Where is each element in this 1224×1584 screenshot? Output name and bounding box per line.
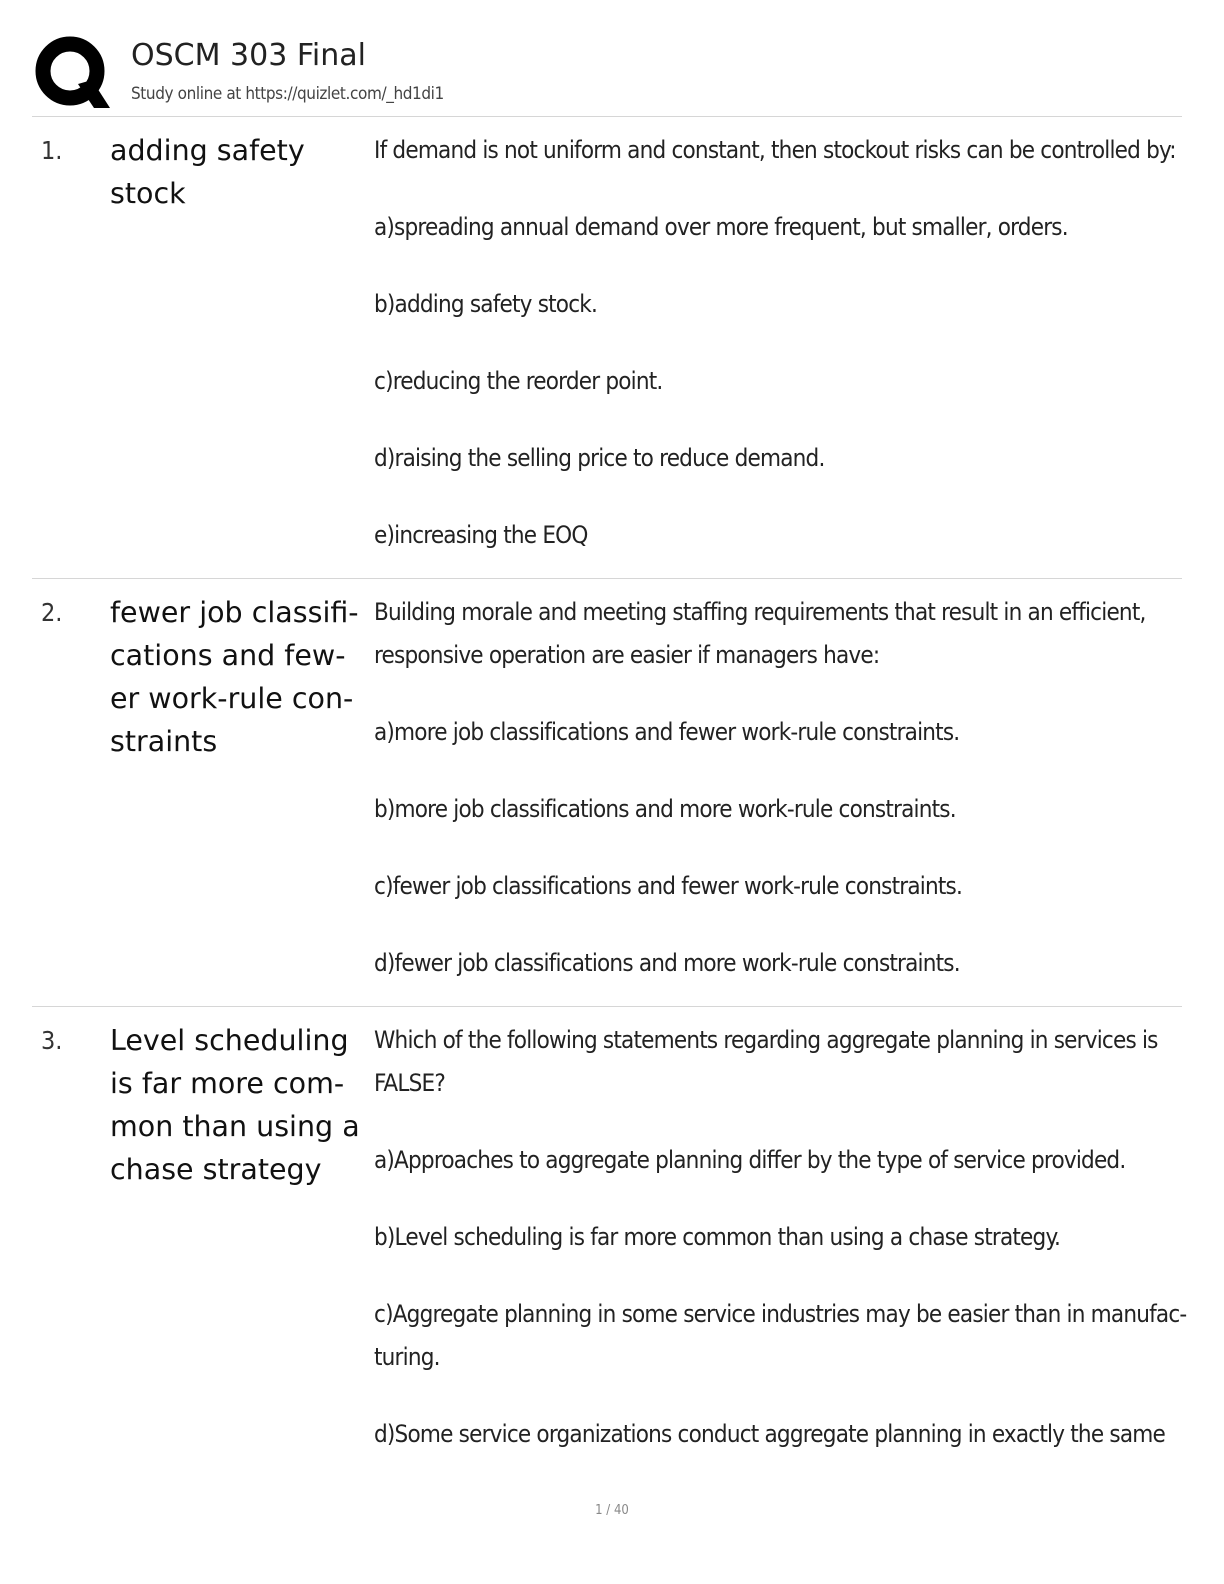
question-line: Building morale and meeting staffing requirements that result in an efficient,: [374, 598, 1146, 626]
card-number: 1.: [41, 136, 63, 165]
term-line: chase strategy: [110, 1153, 322, 1186]
study-online-link[interactable]: Study online at https://quizlet.com/_hd1di1: [131, 84, 444, 104]
answer-option: c)fewer job classifications and fewer work-rule constraints.: [374, 872, 963, 900]
question-line: Which of the following statements regarding aggregate planning in services is: [374, 1026, 1158, 1054]
term-line: stock: [110, 177, 186, 210]
question-line: If demand is not uniform and constant, then stockout risks can be controlled by:: [374, 136, 1176, 164]
term-line: Level scheduling: [110, 1024, 349, 1057]
term-line: mon than using a: [110, 1110, 360, 1143]
answer-option: c)reducing the reorder point.: [374, 367, 663, 395]
term-line: straints: [110, 725, 218, 758]
term-line: adding safety: [110, 134, 305, 167]
answer-option: d)raising the selling price to reduce demand.: [374, 444, 825, 472]
answer-option: b)Level scheduling is far more common than using a chase strategy.: [374, 1223, 1061, 1251]
answer-option: d)Some service organizations conduct aggregate planning in exactly the same: [374, 1420, 1165, 1448]
term-line: er work-rule con-: [110, 682, 354, 715]
term-line: is far more com-: [110, 1067, 345, 1100]
page-title: OSCM 303 Final: [131, 38, 366, 73]
page-header: [32, 30, 1182, 114]
card-term: [110, 591, 372, 763]
card-number: 2.: [41, 598, 63, 627]
answer-option: d)fewer job classifications and more work-rule constraints.: [374, 949, 960, 977]
card-term: [110, 1019, 372, 1191]
card-definition: [374, 1019, 1187, 1456]
card-number: 3.: [41, 1026, 63, 1055]
answer-option: b)more job classifications and more work-rule constraints.: [374, 795, 956, 823]
question-line: FALSE?: [374, 1069, 446, 1097]
term-line: fewer job classifi-: [110, 596, 359, 629]
answer-option: c)Aggregate planning in some service industries may be easier than in manufac-: [374, 1300, 1187, 1328]
answer-option: b)adding safety stock.: [374, 290, 598, 318]
answer-option: a)Approaches to aggregate planning differ by the type of service provided.: [374, 1146, 1126, 1174]
answer-option: a)spreading annual demand over more frequent, but smaller, orders.: [374, 213, 1068, 241]
card-divider: [32, 1006, 1182, 1007]
page-number: 1 / 40: [595, 1503, 629, 1518]
answer-option-continued: turing.: [374, 1343, 440, 1371]
answer-option: e)increasing the EOQ: [374, 521, 588, 549]
card-term: [110, 129, 372, 215]
header-divider: [32, 116, 1182, 117]
card-divider: [32, 578, 1182, 579]
term-line: cations and few-: [110, 639, 346, 672]
question-line: responsive operation are easier if managers have:: [374, 641, 880, 669]
quizlet-logo-icon: [34, 34, 110, 110]
card-definition: [374, 591, 1182, 985]
answer-option: a)more job classifications and fewer work-rule constraints.: [374, 718, 960, 746]
card-definition: [374, 129, 1182, 557]
